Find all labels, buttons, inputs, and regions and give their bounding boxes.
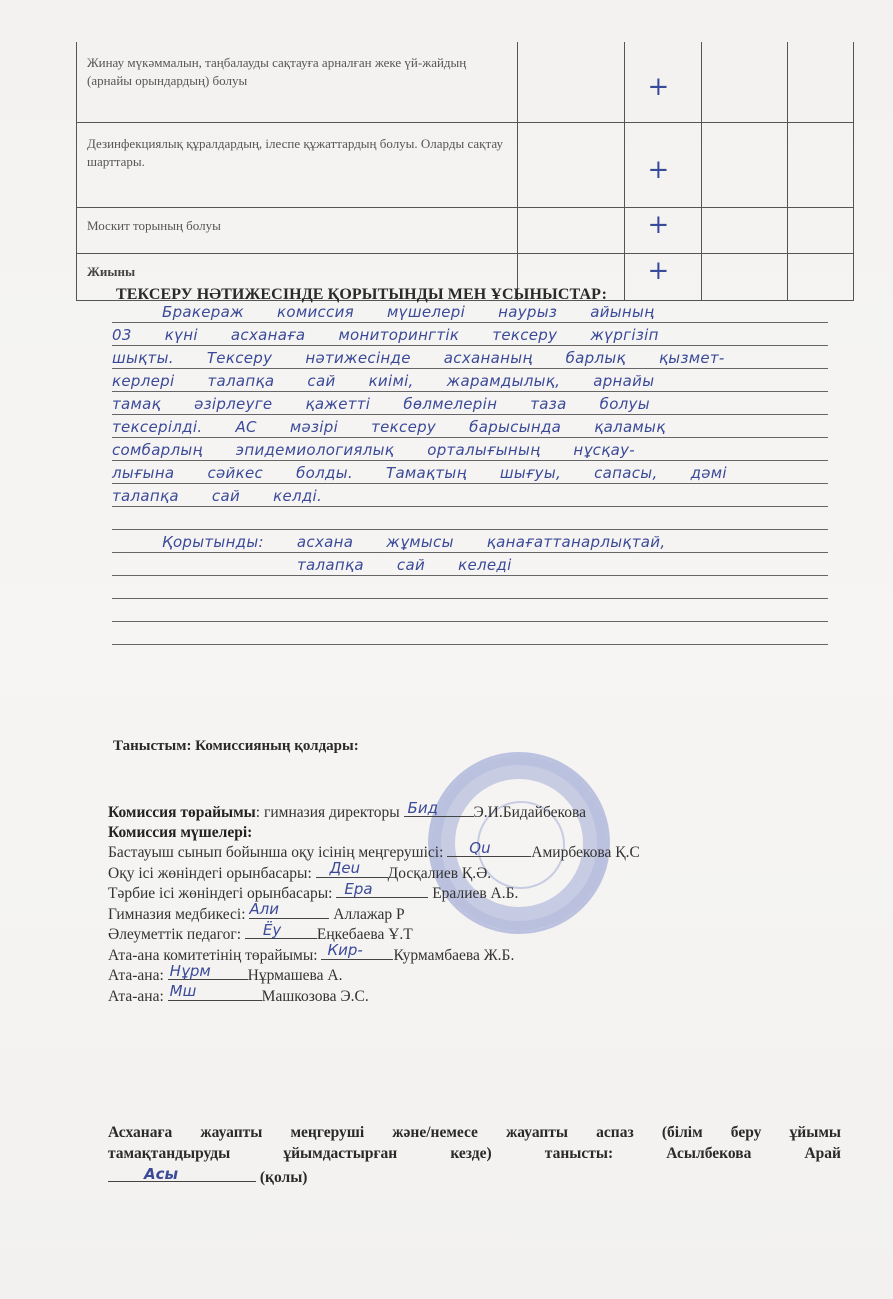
handwritten-text: талапқа сай келеді: [297, 556, 512, 574]
signatures-block: [108, 798, 640, 1006]
handwritten-text: Қорытынды: асхана жұмысы қанағаттанарлықтай,: [162, 533, 666, 551]
handwritten-plus-mark: +: [647, 210, 670, 240]
total-label-cell: Жиыны: [77, 254, 518, 301]
empty-cell: [788, 42, 854, 123]
handwritten-plus-mark: +: [647, 256, 670, 286]
mark-cell: [625, 123, 702, 208]
signature-line: [316, 859, 388, 878]
handwritten-text: талапқа сай келді.: [112, 487, 323, 505]
mark-cell: [625, 208, 702, 254]
ruled-line: [112, 576, 828, 599]
signature-line: [245, 920, 317, 939]
empty-cell: [517, 208, 625, 254]
ruled-line: [112, 461, 828, 484]
signature-line: [168, 961, 248, 980]
member-name: Амирбекова Қ.С: [531, 844, 640, 861]
empty-cell: [788, 208, 854, 254]
handwritten-plus-mark: +: [647, 72, 670, 102]
signature-line: [108, 1167, 256, 1182]
ruled-line: [112, 415, 828, 438]
members-label: Комиссия мүшелері:: [108, 823, 253, 841]
member-name: Ералиев А.Б.: [432, 885, 519, 902]
member-name: Еңкебаева Ұ.Т: [316, 926, 413, 943]
member-name: Курмамбаева Ж.Б.: [393, 946, 515, 964]
member-role: Тәрбие ісі жөніндегі орынбасары:: [108, 885, 333, 902]
handwritten-text: керлері талапқа сай киімі, жарамдылық, арнайы: [112, 372, 655, 390]
empty-cell: [517, 123, 625, 208]
chair-role: : гимназия директоры: [255, 804, 400, 821]
statement-word: кезде): [450, 1145, 492, 1162]
member-name: Аллажар Р: [333, 905, 405, 923]
signature-line: [321, 941, 393, 960]
ruled-line: [112, 323, 828, 346]
member-name: Нұрмашева А.: [247, 967, 343, 984]
ruled-line: [112, 392, 828, 415]
responsible-cook-statement: Асханаға жауапты меңгеруші және/немесе жауапты аспаз (білім беру ұйымы: [108, 1124, 841, 1141]
statement-word: танысты:: [544, 1145, 614, 1162]
handwritten-text: лығына сәйкес болды. Тамақтың шығуы, сапасы, дәмі: [112, 464, 727, 482]
empty-cell: [701, 208, 787, 254]
ruled-line: [112, 484, 828, 507]
empty-cell: [701, 42, 787, 123]
handwritten-text: 03 күні асханаға мониторингтік тексеру жүргізіп: [112, 326, 659, 344]
ruled-line: [112, 553, 828, 576]
chair-row: [108, 798, 640, 823]
member-row: [108, 879, 640, 904]
ruled-line: [112, 438, 828, 461]
handwritten-text: тексерілді. АС мәзірі тексеру барысында қаламық: [112, 418, 666, 436]
member-role: Ата-ана комитетінің төрайымы:: [108, 946, 318, 964]
member-role: Ата-ана:: [108, 987, 164, 1005]
signature-line: [168, 982, 262, 1001]
mark-cell: [625, 42, 702, 123]
signature-scribble: Ерa: [344, 879, 373, 898]
ruled-line: [112, 346, 828, 369]
statement-word: Арай: [804, 1145, 841, 1162]
conclusions-heading: ТЕКСЕРУ НӘТИЖЕСІНДЕ ҚОРЫТЫНДЫ МЕН ҰСЫНЫСТАР:: [116, 286, 608, 303]
member-row: [108, 838, 640, 863]
handwritten-plus-mark: +: [647, 155, 670, 185]
member-row: [108, 920, 640, 945]
member-role: Гимназия медбикесі:: [108, 905, 246, 923]
ruled-line: [112, 622, 828, 645]
ruled-line: [112, 369, 828, 392]
ruled-line: [112, 300, 828, 323]
member-row: [108, 982, 640, 1007]
chair-label: Комиссия төрайымы: [108, 804, 256, 821]
empty-cell: [701, 254, 787, 301]
statement-word: Асылбекова: [666, 1145, 752, 1162]
ruled-line: [112, 507, 828, 530]
member-role: Әлеуметтік педагог:: [108, 926, 242, 943]
signature-caption: (қолы): [259, 1169, 308, 1186]
criterion-cell: Дезинфекциялық құралдардың, ілеспе құжаттардың болуы. Оларды сақтау шарттары.: [77, 123, 518, 208]
member-row: [108, 859, 640, 884]
criterion-cell: Жинау мүкәммалын, таңбалауды сақтауға арналған жеке үй-жайдың (арнайы орындардың) болуы: [77, 42, 518, 123]
table-row: [77, 42, 854, 123]
table-row: [77, 123, 854, 208]
signatures-heading: Таныстым: Комиссияның қолдары:: [113, 738, 359, 754]
cook-signature-row: [108, 1167, 307, 1187]
signature-scribble: Асы: [144, 1165, 179, 1183]
handwritten-text: шықты. Тексеру нәтижесінде асхананың барлық қызмет-: [112, 349, 725, 367]
ruled-line: [112, 599, 828, 622]
signature-line: [249, 900, 329, 919]
handwritten-text: тамақ әзірлеуге қажетті бөлмелерін таза болуы: [112, 395, 650, 413]
signature-scribble: Мш: [169, 982, 197, 1000]
ruled-line: [112, 530, 828, 553]
signature-line: [447, 838, 531, 857]
statement-word: ұйымдастырған: [283, 1145, 398, 1162]
empty-cell: [517, 42, 625, 123]
mark-cell: [625, 254, 702, 301]
signature-scribble: Нұрм: [169, 961, 211, 980]
signature-scribble: Али: [249, 900, 280, 918]
signature-scribble: Qu: [469, 838, 491, 857]
chair-name: Э.И.Бидайбекова: [473, 804, 587, 821]
inspection-table: [76, 42, 854, 301]
table-row: [77, 208, 854, 254]
empty-cell: [788, 254, 854, 301]
member-row: [108, 900, 640, 925]
statement-word: тамақтандыруды: [108, 1145, 231, 1162]
signature-scribble: Деu: [329, 859, 361, 877]
signature-scribble: Ёу: [262, 920, 282, 939]
signature-line: [336, 879, 428, 898]
empty-cell: [788, 123, 854, 208]
member-name: Машкозова Э.С.: [261, 987, 369, 1005]
handwritten-text: сомбарлың эпидемиологиялық орталығының нұсқау-: [112, 441, 635, 459]
handwritten-text: Бракераж комиссия мүшелері наурыз айының: [162, 303, 655, 321]
responsible-cook-statement-line2: [108, 1143, 841, 1164]
handwritten-conclusions: [112, 300, 828, 645]
member-role: Оқу ісі жөніндегі орынбасары:: [108, 864, 312, 882]
signature-scribble: Бид: [407, 798, 438, 817]
empty-cell: [701, 123, 787, 208]
member-role: Ата-ана:: [108, 967, 164, 984]
signature-line: [404, 798, 474, 817]
member-role: Бастауыш сынып бойынша оқу ісінің меңгерушісі:: [108, 844, 444, 861]
criterion-cell: Москит торының болуы: [77, 208, 518, 254]
signature-scribble: Кир-: [327, 941, 363, 959]
member-name: Досқалиев Қ.Ә.: [387, 864, 492, 882]
